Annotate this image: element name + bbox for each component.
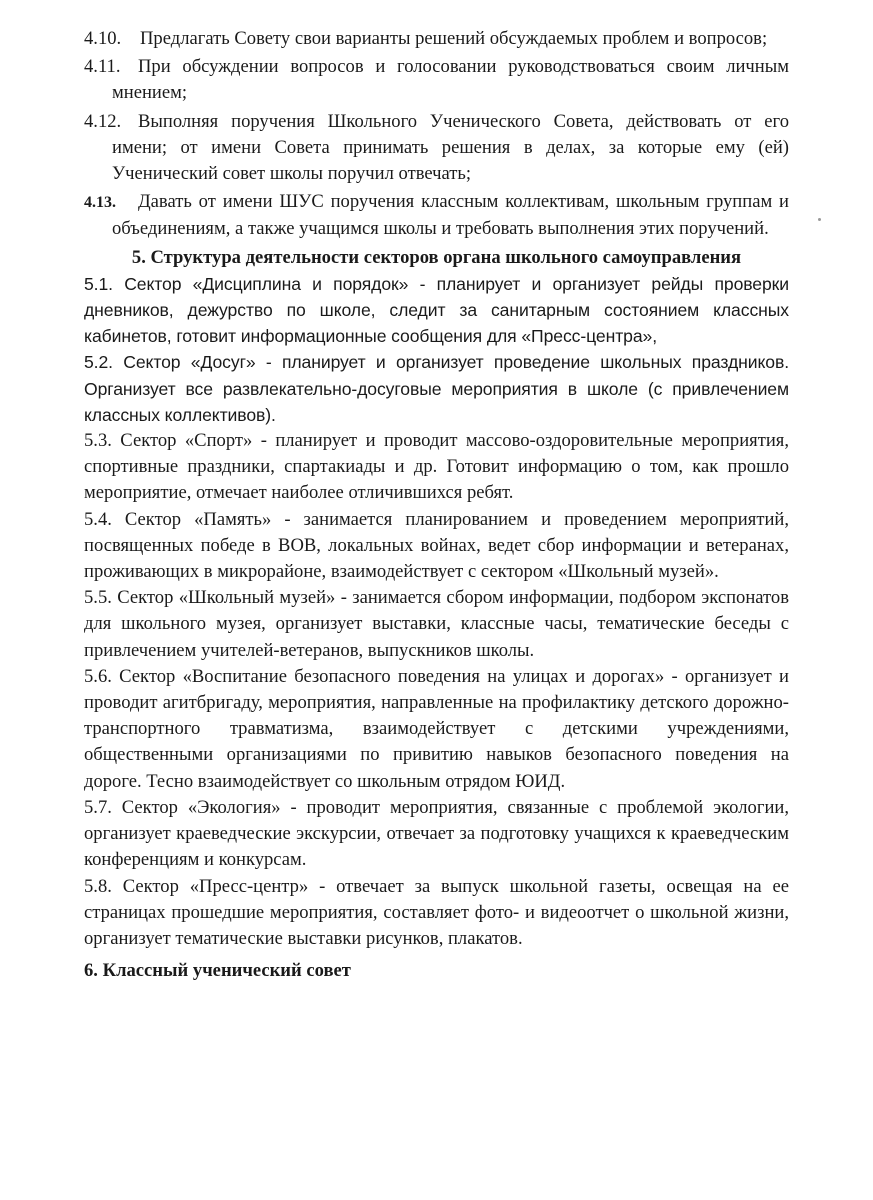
paragraph-5-8: 5.8. Сектор «Пресс-центр» - отвечает за выпуск школьной газеты, освещая на ее страницах прошедшие мероприятия, составляет фото- и видеоотчет о школьной жизни, организует тематические выставки рисунков, плакатов. [84,875,789,949]
item-number: 4.12. [84,110,122,132]
list-item [84,189,789,242]
paragraph-5-4: 5.4. Сектор «Память» - занимается планированием и проведением мероприятий, посвященных победе в ВОВ, локальных войнах, ведет сбор информации и ветеранах, проживающих в микрорайоне, взаимодействует с сектором «Школьный музей». [84,508,789,583]
item-number: 4.10. [84,28,122,49]
list-item [84,54,789,106]
list-item [84,109,789,188]
section-5-heading: 5. Структура деятельности секторов органа школьного самоуправления [131,246,742,268]
item-text: Давать от имени ШУС поручения классным коллективам, школьным группам и объединениям, а также учащимся школы и требовать выполнения этих поручений. [112,191,789,240]
item-text: Выполняя поручения Школьного Ученического Совета, действовать от его имени; от имени Совета принимать решения в делах, за которые ему (ей) Ученический совет школы поручил отвечать; [112,110,789,185]
list-item [84,26,789,52]
paragraph-5-1: 5.1. Сектор «Дисциплина и порядок» - планирует и организует рейды проверки дневников, дежурство по школе, следит за санитарным состоянием классных кабинетов, готовит информационные сообщения для «Пресс-центра», [84,273,789,347]
paragraph-5-6: 5.6. Сектор «Воспитание безопасного поведения на улицах и дорогах» - организует и проводит агитбригаду, мероприятия, направленные на профилактику детского дорожно-транспортного травматизма, взаимодействует с детскими учреждениями, общественными организациями по привитию навыков безопасного поведения на дороге. Тесно взаимодействует со школьным отрядом ЮИД. [84,665,789,792]
paragraph-5-2: 5.2. Сектор «Досуг» - планирует и организует проведение школьных праздников. Организует все развлекательно-досуговые мероприятия в школе (с привлечением классных коллективов). [84,352,789,425]
item-text: Предлагать Совету свои варианты решений обсуждаемых проблем и вопросов; [140,28,768,49]
paragraph-5-5: 5.5. Сектор «Школьный музей» - занимается сбором информации, подбором экспонатов для школьного музея, организует выставки, классные часы, тематические беседы с привлечением учителей-ветеранов, выпускников школы. [84,587,789,661]
item-number: 4.11. [84,56,121,78]
item-text: При обсуждении вопросов и голосовании руководствоваться своим личным мнением; [112,56,789,104]
paragraph-5-3: 5.3. Сектор «Спорт» - планирует и проводит массово-оздоровительные мероприятия, спортивные праздники, спартакиады и др. Готовит информацию о том, как прошло мероприятие, отмечает наиболее отличившихся ребят. [84,430,789,504]
section-6-heading: 6. Классный ученический совет [84,960,351,982]
scan-speck [818,218,821,221]
item-number: 4.13. [84,194,116,212]
paragraph-5-7: 5.7. Сектор «Экология» - проводит мероприятия, связанные с проблемой экологии, организует краеведческие экскурсии, отвечает за подготовку учащихся к краеведческим конференциям и конкурсам. [84,796,789,871]
